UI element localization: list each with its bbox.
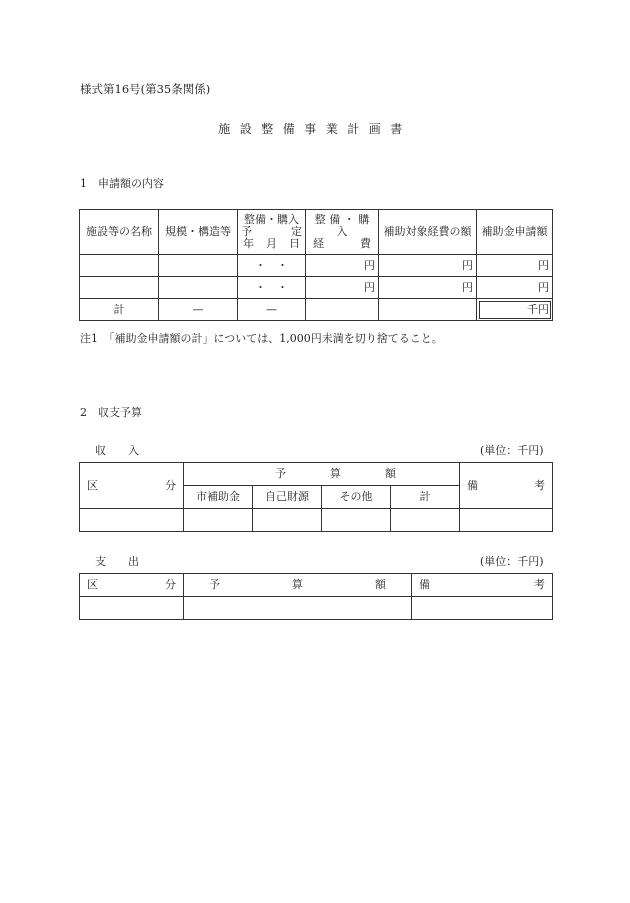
expense-header-bikou — [412, 574, 553, 597]
total-schedule-dash: — — [238, 299, 306, 321]
income-cell-other[interactable] — [322, 509, 391, 532]
income-bikou-kou: 考 — [534, 478, 545, 492]
income-kubun-bun: 分 — [165, 478, 176, 492]
header-eligible-cost: 補助対象経費の額 — [379, 210, 477, 255]
income-col-own-funds: 自己財源 — [253, 486, 322, 509]
application-amount-table — [79, 209, 553, 321]
header-cost-kei: 経 — [313, 237, 324, 250]
total-requested[interactable]: 千円 — [477, 299, 553, 321]
cell-cost[interactable]: 円 — [306, 255, 379, 277]
expense-table — [79, 573, 553, 620]
income-header-budget — [184, 463, 460, 486]
header-cost — [306, 210, 379, 255]
income-col-other: その他 — [322, 486, 391, 509]
cell-requested[interactable]: 円 — [477, 277, 553, 299]
table-header-row — [80, 210, 553, 255]
income-header-row-1 — [80, 463, 553, 486]
total-eligible[interactable] — [379, 299, 477, 321]
income-header-kubun — [80, 463, 184, 509]
form-number: 様式第16号(第35条関係) — [80, 82, 211, 96]
income-cell-total[interactable] — [391, 509, 460, 532]
total-label: 計 — [80, 299, 159, 321]
income-col-city-subsidy: 市補助金 — [184, 486, 253, 509]
income-cell-kubun[interactable] — [80, 509, 184, 532]
total-scale-dash: — — [159, 299, 238, 321]
expense-data-row — [80, 597, 553, 620]
expense-bikou-bi: 備 — [419, 578, 430, 591]
income-budget-yo: 予 — [275, 467, 286, 480]
total-row — [80, 299, 553, 321]
expense-cell-kubun[interactable] — [80, 597, 184, 620]
header-cost-line1: 整 備 ・ 購 入 — [314, 213, 370, 238]
note-1: 注1 「補助金申請額の計」については、1,000円未満を切り捨てること。 — [80, 332, 443, 345]
expense-header-budget — [184, 574, 412, 597]
cell-scale[interactable] — [159, 255, 238, 277]
section2-heading: 2 収支予算 — [80, 406, 142, 419]
expense-bikou-kou: 考 — [534, 578, 545, 591]
table-row — [80, 255, 553, 277]
expense-cell-budget[interactable] — [184, 597, 412, 620]
cell-requested[interactable]: 円 — [477, 255, 553, 277]
expense-header-row — [80, 574, 553, 597]
expense-budget-gaku: 額 — [375, 578, 386, 591]
expense-cell-bikou[interactable] — [412, 597, 553, 620]
header-facility-name: 施設等の名称 — [80, 210, 159, 255]
header-schedule-yo: 予 — [241, 225, 252, 238]
income-data-row — [80, 509, 553, 532]
income-label: 収入 — [95, 444, 161, 457]
cell-cost[interactable]: 円 — [306, 277, 379, 299]
header-schedule — [238, 210, 306, 255]
header-cost-hi: 費 — [360, 237, 371, 250]
header-schedule-year: 年 — [243, 237, 254, 250]
header-schedule-line3 — [241, 238, 302, 250]
cell-facility-name[interactable] — [80, 277, 159, 299]
income-budget-gaku: 額 — [385, 467, 396, 480]
header-schedule-tei: 定 — [291, 225, 302, 238]
total-cost[interactable] — [306, 299, 379, 321]
income-budget-san: 算 — [330, 467, 341, 480]
income-cell-city-subsidy[interactable] — [184, 509, 253, 532]
expense-header-kubun — [80, 574, 184, 597]
income-bikou-bi: 備 — [467, 478, 478, 492]
header-schedule-line1: 整備・購入 — [244, 213, 299, 226]
header-schedule-day: 日 — [289, 237, 300, 250]
expense-budget-san: 算 — [292, 578, 303, 591]
expense-label: 支出 — [95, 555, 161, 568]
expense-kubun-ku: 区 — [87, 578, 98, 591]
expense-budget-yo: 予 — [209, 578, 220, 591]
income-cell-bikou[interactable] — [460, 509, 553, 532]
income-cell-own-funds[interactable] — [253, 509, 322, 532]
income-header-bikou — [460, 463, 553, 509]
expense-unit: (単位：千円) — [480, 555, 544, 568]
header-cost-line2 — [309, 238, 375, 250]
income-col-total: 計 — [391, 486, 460, 509]
header-requested-amount: 補助金申請額 — [477, 210, 553, 255]
expense-kubun-bun: 分 — [165, 578, 176, 591]
cell-scale[interactable] — [159, 277, 238, 299]
income-unit: (単位：千円) — [480, 444, 544, 457]
cell-schedule-date[interactable]: ・ ・ — [238, 255, 306, 277]
income-table — [79, 462, 553, 532]
table-row — [80, 277, 553, 299]
cell-eligible[interactable]: 円 — [379, 255, 477, 277]
section1-heading: 1 申請額の内容 — [80, 177, 164, 190]
cell-facility-name[interactable] — [80, 255, 159, 277]
income-kubun-ku: 区 — [87, 478, 98, 492]
cell-eligible[interactable]: 円 — [379, 277, 477, 299]
document-title: 施設整備事業計画書 — [218, 122, 412, 136]
header-schedule-month: 月 — [266, 237, 277, 250]
header-scale: 規模・構造等 — [159, 210, 238, 255]
cell-schedule-date[interactable]: ・ ・ — [238, 277, 306, 299]
